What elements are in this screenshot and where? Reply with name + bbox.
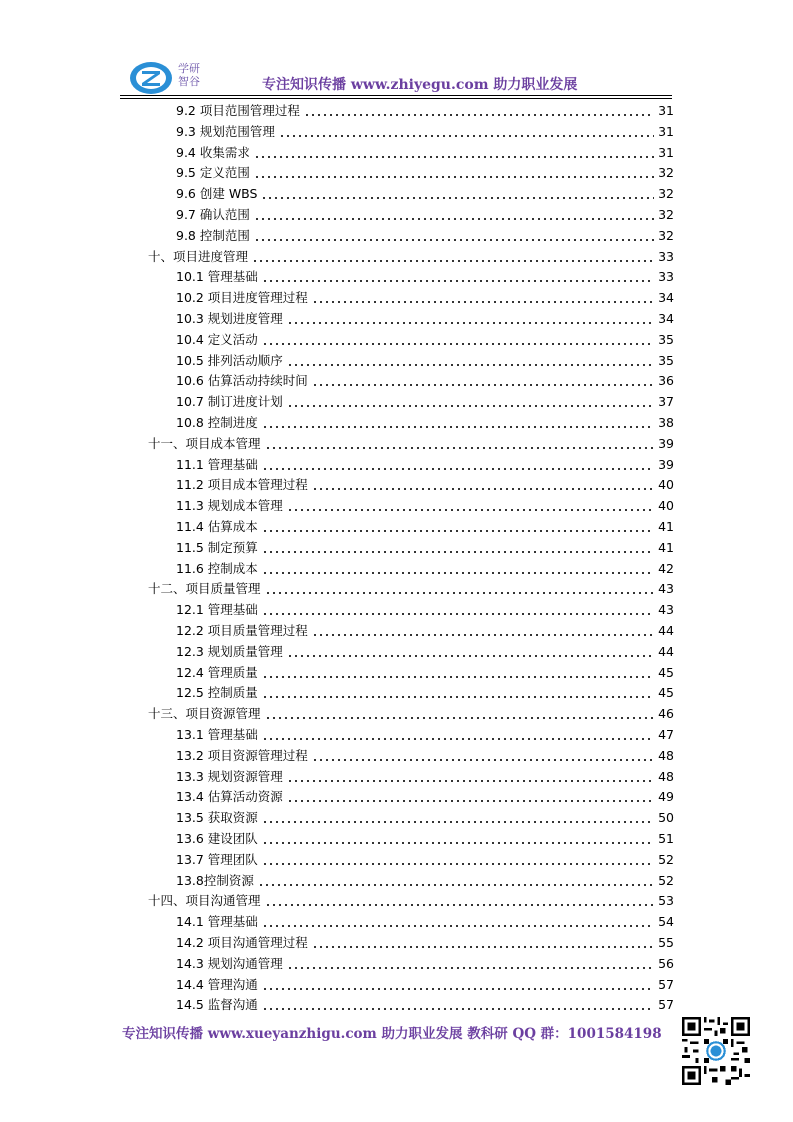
- toc-entry-label: 10.3 规划进度管理: [176, 311, 283, 326]
- toc-dot-leader: [265, 581, 654, 595]
- toc-entry-label: 十二、项目质量管理: [148, 581, 261, 597]
- toc-page-number: 48: [658, 747, 674, 763]
- toc-section-row[interactable]: [176, 329, 674, 349]
- toc-section-row[interactable]: [176, 953, 674, 973]
- toc-dot-leader: [254, 165, 654, 179]
- toc-page-number: 43: [658, 581, 674, 597]
- toc-dot-leader: [287, 353, 654, 367]
- toc-page-number: 33: [658, 269, 674, 285]
- toc-entry-label: 14.5 监督沟通: [176, 997, 258, 1013]
- toc-section-row[interactable]: [176, 266, 674, 286]
- toc-entry-label: 12.5 控制质量: [176, 685, 258, 701]
- toc-dot-leader: [262, 457, 654, 471]
- toc-page-number: 37: [658, 394, 674, 410]
- toc-entry-label: 12.2 项目质量管理过程: [176, 623, 308, 638]
- logo-text-line2: 智谷: [178, 75, 200, 88]
- toc-page-number: 42: [658, 560, 674, 576]
- toc-dot-leader: [265, 893, 654, 907]
- toc-entry-label: 11.4 估算成本: [176, 519, 258, 534]
- toc-entry-label: 11.2 项目成本管理过程: [176, 477, 308, 493]
- toc-entry-label: 14.1 管理基础: [176, 914, 258, 930]
- toc-dot-leader: [262, 540, 654, 554]
- toc-entry-label: 13.3 规划资源管理: [176, 768, 283, 784]
- toc-entry-label: 10.4 定义活动: [176, 331, 258, 347]
- toc-entry-label: 10.6 估算活动持续时间: [176, 373, 308, 389]
- toc-dot-leader: [279, 124, 654, 138]
- toc-page-number: 51: [658, 831, 674, 846]
- toc-entry-label: 11.6 控制成本: [176, 560, 258, 576]
- toc-dot-leader: [262, 332, 654, 346]
- toc-page-number: 31: [658, 103, 674, 118]
- toc-entry-label: 十四、项目沟通管理: [148, 893, 261, 909]
- toc-dot-leader: [258, 873, 654, 887]
- toc-section-row[interactable]: [176, 599, 674, 619]
- toc-section-row[interactable]: [176, 807, 674, 827]
- toc-page-number: 52: [658, 872, 674, 888]
- toc-section-row[interactable]: [176, 994, 674, 1014]
- toc-page-number: 41: [658, 539, 674, 555]
- toc-entry-label: 十三、项目资源管理: [148, 706, 261, 722]
- toc-dot-leader: [262, 914, 654, 928]
- toc-section-row[interactable]: [176, 495, 674, 515]
- toc-section-row[interactable]: [176, 537, 674, 557]
- toc-section-row[interactable]: [176, 142, 674, 162]
- toc-dot-leader: [287, 769, 654, 783]
- toc-page-number: 48: [658, 768, 674, 784]
- toc-page-number: 40: [658, 477, 674, 493]
- toc-entry-label: 13.4 估算活动资源: [176, 789, 283, 805]
- toc-page-number: 35: [658, 352, 674, 368]
- toc-page-number: 34: [658, 311, 674, 326]
- toc-entry-label: 9.6 创建 WBS: [176, 186, 258, 202]
- toc-section-row[interactable]: [176, 391, 674, 411]
- toc-section-row[interactable]: [176, 370, 674, 390]
- toc-chapter-row[interactable]: [148, 890, 674, 910]
- toc-entry-label: 10.1 管理基础: [176, 269, 258, 285]
- toc-section-row[interactable]: [176, 474, 674, 494]
- toc-page-number: 41: [658, 519, 674, 534]
- toc-entry-label: 12.4 管理质量: [176, 664, 258, 680]
- toc-dot-leader: [262, 852, 654, 866]
- toc-section-row[interactable]: [176, 287, 674, 307]
- toc-page-number: 31: [658, 144, 674, 160]
- toc-page-number: 52: [658, 851, 674, 867]
- toc-section-row[interactable]: [176, 786, 674, 806]
- toc-page-number: 56: [658, 955, 674, 971]
- toc-dot-leader: [312, 623, 654, 637]
- toc-entry-label: 9.8 控制范围: [176, 227, 250, 243]
- toc-dot-leader: [287, 394, 654, 408]
- toc-entry-label: 14.2 项目沟通管理过程: [176, 935, 308, 950]
- toc-section-row[interactable]: [176, 974, 674, 994]
- toc-dot-leader: [262, 810, 654, 824]
- toc-dot-leader: [287, 789, 654, 803]
- toc-dot-leader: [261, 186, 654, 200]
- toc-page-number: 46: [658, 706, 674, 722]
- toc-page-number: 53: [658, 893, 674, 909]
- toc-page-number: 36: [658, 373, 674, 389]
- toc-dot-leader: [262, 561, 654, 575]
- toc-entry-label: 13.7 管理团队: [176, 851, 258, 867]
- toc-entry-label: 9.4 收集需求: [176, 144, 250, 160]
- toc-page-number: 32: [658, 165, 674, 181]
- toc-dot-leader: [254, 145, 654, 159]
- toc-entry-label: 12.3 规划质量管理: [176, 643, 283, 659]
- toc-entry-label: 13.6 建设团队: [176, 831, 258, 846]
- toc-page-number: 34: [658, 290, 674, 306]
- toc-entry-label: 10.2 项目进度管理过程: [176, 290, 308, 306]
- toc-section-row[interactable]: [176, 412, 674, 432]
- header-rule: [120, 95, 672, 96]
- toc-entry-label: 13.2 项目资源管理过程: [176, 747, 308, 763]
- toc-entry-label: 11.3 规划成本管理: [176, 498, 283, 514]
- toc-section-row[interactable]: [176, 558, 674, 578]
- toc-dot-leader: [312, 373, 654, 387]
- toc-dot-leader: [262, 519, 654, 533]
- toc-page-number: 43: [658, 602, 674, 618]
- toc-page-number: 39: [658, 435, 674, 451]
- toc-dot-leader: [287, 498, 654, 512]
- toc-section-row[interactable]: [176, 911, 674, 931]
- toc-entry-label: 13.8控制资源: [176, 872, 254, 888]
- toc-page-number: 54: [658, 914, 674, 930]
- toc-dot-leader: [262, 977, 654, 991]
- logo-text-line1: 学研: [178, 62, 200, 75]
- brand-logo-icon: [128, 60, 174, 96]
- toc-dot-leader: [262, 602, 654, 616]
- toc-entry-label: 9.2 项目范围管理过程: [176, 103, 300, 118]
- toc-page-number: 50: [658, 810, 674, 826]
- toc-dot-leader: [312, 477, 654, 491]
- toc-entry-label: 10.7 制订进度计划: [176, 394, 283, 410]
- toc-entry-label: 13.1 管理基础: [176, 727, 258, 742]
- toc-chapter-row[interactable]: [148, 246, 674, 266]
- toc-section-row[interactable]: [176, 828, 674, 848]
- toc-section-row[interactable]: [176, 641, 674, 661]
- toc-dot-leader: [262, 685, 654, 699]
- toc-dot-leader: [265, 706, 654, 720]
- toc-entry-label: 十、项目进度管理: [148, 248, 249, 264]
- toc-section-row[interactable]: [176, 121, 674, 141]
- toc-page-number: 33: [658, 248, 674, 264]
- toc-dot-leader: [252, 249, 654, 263]
- toc-page-number: 49: [658, 789, 674, 805]
- toc-section-row[interactable]: [176, 870, 674, 890]
- toc-entry-label: 11.1 管理基础: [176, 456, 258, 472]
- logo-text: [178, 62, 200, 88]
- toc-dot-leader: [262, 727, 654, 741]
- toc-section-row[interactable]: [176, 225, 674, 245]
- toc-dot-leader: [262, 665, 654, 679]
- toc-section-row[interactable]: [176, 724, 674, 744]
- toc-entry-label: 十一、项目成本管理: [148, 435, 261, 451]
- toc-section-row[interactable]: [176, 766, 674, 786]
- toc-entry-label: 10.8 控制进度: [176, 415, 258, 430]
- toc-section-row[interactable]: [176, 183, 674, 203]
- header-title: 专注知识传播 www.zhiyegu.com 助力职业发展: [262, 77, 578, 93]
- toc-section-row[interactable]: [176, 204, 674, 224]
- toc-dot-leader: [312, 748, 654, 762]
- toc-section-row[interactable]: [176, 100, 674, 120]
- toc-section-row[interactable]: [176, 516, 674, 536]
- toc-page-number: 57: [658, 976, 674, 992]
- toc-section-row[interactable]: [176, 162, 674, 182]
- toc-dot-leader: [262, 415, 654, 429]
- toc-dot-leader: [287, 311, 654, 325]
- toc-dot-leader: [304, 103, 654, 117]
- toc-chapter-row[interactable]: [148, 578, 674, 598]
- toc-entry-label: 14.3 规划沟通管理: [176, 955, 283, 971]
- toc-entry-label: 9.5 定义范围: [176, 165, 250, 181]
- toc-section-row[interactable]: [176, 662, 674, 682]
- toc-page-number: 44: [658, 623, 674, 638]
- toc-section-row[interactable]: [176, 682, 674, 702]
- toc-dot-leader: [262, 269, 654, 283]
- toc-entry-label: 13.5 获取资源: [176, 810, 258, 826]
- toc-page-number: 55: [658, 935, 674, 950]
- toc-page-number: 45: [658, 685, 674, 701]
- toc-entry-label: 11.5 制定预算: [176, 539, 258, 555]
- toc-page-number: 57: [658, 997, 674, 1013]
- toc-page-number: 32: [658, 207, 674, 222]
- toc-page-number: 38: [658, 415, 674, 430]
- qr-code-icon: [682, 1017, 750, 1085]
- toc-chapter-row[interactable]: [148, 433, 674, 453]
- toc-section-row[interactable]: [176, 849, 674, 869]
- toc-page-number: 32: [658, 186, 674, 202]
- toc-entry-label: 10.5 排列活动顺序: [176, 352, 283, 368]
- toc-page-number: 40: [658, 498, 674, 514]
- toc-page-number: 47: [658, 727, 674, 742]
- toc-dot-leader: [312, 935, 654, 949]
- toc-section-row[interactable]: [176, 454, 674, 474]
- toc-entry-label: 9.3 规划范围管理: [176, 123, 275, 139]
- toc-page-number: 35: [658, 331, 674, 347]
- toc-dot-leader: [262, 997, 654, 1011]
- toc-dot-leader: [254, 228, 654, 242]
- toc-section-row[interactable]: [176, 308, 674, 328]
- page-header: [120, 58, 672, 98]
- toc-page-number: 32: [658, 227, 674, 243]
- toc-entry-label: 9.7 确认范围: [176, 207, 250, 222]
- toc-dot-leader: [262, 831, 654, 845]
- toc-entry-label: 12.1 管理基础: [176, 602, 258, 618]
- toc-dot-leader: [287, 644, 654, 658]
- toc-entry-label: 14.4 管理沟通: [176, 976, 258, 992]
- toc-dot-leader: [265, 436, 654, 450]
- toc-page-number: 31: [658, 123, 674, 139]
- toc-page-number: 44: [658, 643, 674, 659]
- toc-dot-leader: [287, 956, 654, 970]
- toc-section-row[interactable]: [176, 620, 674, 640]
- toc-chapter-row[interactable]: [148, 703, 674, 723]
- toc-section-row[interactable]: [176, 932, 674, 952]
- toc-section-row[interactable]: [176, 745, 674, 765]
- page-footer: 专注知识传播 www.xueyanzhigu.com 助力职业发展 教科研 QQ 群：1001584198: [122, 1026, 662, 1042]
- toc-page-number: 45: [658, 664, 674, 680]
- toc-page-number: 39: [658, 456, 674, 472]
- toc-section-row[interactable]: [176, 350, 674, 370]
- header-rule-double: [120, 98, 672, 99]
- toc-dot-leader: [254, 207, 654, 221]
- toc-dot-leader: [312, 290, 654, 304]
